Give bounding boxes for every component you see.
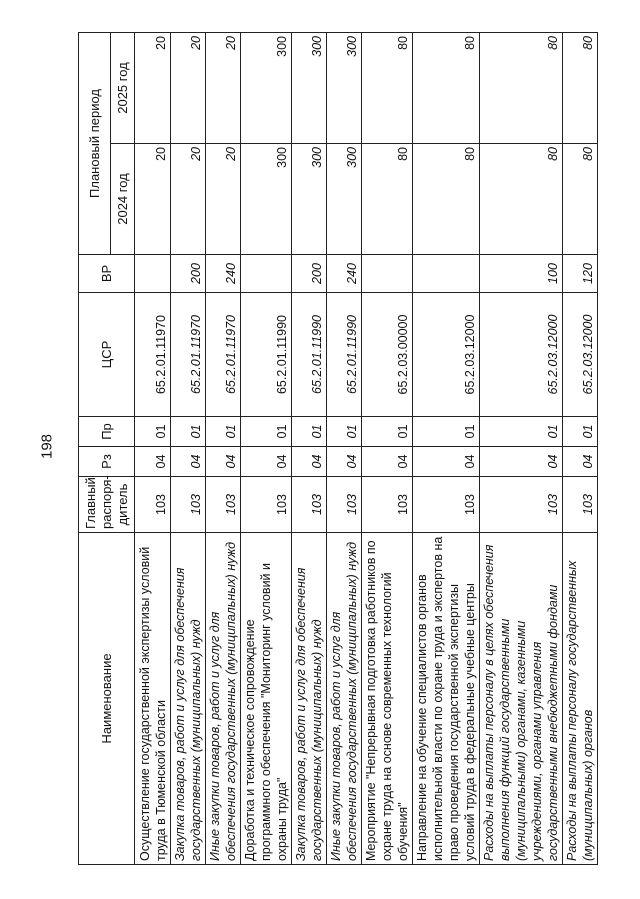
row-rz: 04 — [327, 447, 362, 477]
row-pr: 01 — [563, 417, 598, 447]
row-name: Расходы на выплаты персоналу государственных (муниципальных) органов — [563, 533, 598, 865]
row-vr: 200 — [171, 255, 206, 293]
header-vr: ВР — [79, 255, 135, 293]
row-name: Иные закупки товаров, работ и услуг для обеспечения государственных (муниципальных) нужд — [206, 533, 241, 865]
row-pr: 01 — [292, 417, 327, 447]
row-chief: 103 — [362, 477, 413, 533]
row-rz: 04 — [292, 447, 327, 477]
row-rz: 04 — [362, 447, 413, 477]
row-csr: 65.2.03.12000 — [480, 293, 563, 417]
row-2024: 300 — [241, 144, 292, 255]
row-2024: 300 — [292, 144, 327, 255]
row-2025: 300 — [241, 32, 292, 143]
row-pr: 01 — [413, 417, 480, 447]
row-2025: 20 — [206, 32, 241, 143]
header-rz: Рз — [79, 447, 135, 477]
header-planned: Плановый период — [79, 32, 111, 254]
row-2025: 80 — [480, 32, 563, 143]
header-2024: 2024 год — [111, 144, 135, 255]
row-name: Иные закупки товаров, работ и услуг для обеспечения государственных (муниципальных) нужд — [327, 533, 362, 865]
row-chief: 103 — [413, 477, 480, 533]
row-2025: 80 — [362, 32, 413, 143]
row-csr: 65.2.03.00000 — [362, 293, 413, 417]
row-chief: 103 — [171, 477, 206, 533]
row-2025: 80 — [413, 32, 480, 143]
row-vr: 100 — [480, 255, 563, 293]
row-pr: 01 — [480, 417, 563, 447]
row-pr: 01 — [327, 417, 362, 447]
budget-table-rotated — [78, 33, 597, 865]
row-csr: 65.2.03.12000 — [563, 293, 598, 417]
table-row — [171, 32, 206, 864]
row-vr: 200 — [292, 255, 327, 293]
row-rz: 04 — [241, 447, 292, 477]
row-vr — [241, 255, 292, 293]
table-row — [292, 32, 327, 864]
row-name: Направление на обучение специалистов органов исполнительной власти по охране труда и экспертов на право проведения государственной экспертизы условий труда в федеральные учебные центры — [413, 533, 480, 865]
row-chief: 103 — [206, 477, 241, 533]
budget-table — [78, 32, 598, 865]
row-pr: 01 — [241, 417, 292, 447]
row-vr: 120 — [563, 255, 598, 293]
row-chief: 103 — [327, 477, 362, 533]
row-csr: 65.2.01.11990 — [292, 293, 327, 417]
row-name: Закупка товаров, работ и услуг для обеспечения государственных (муниципальных) нужд — [292, 533, 327, 865]
row-chief: 103 — [480, 477, 563, 533]
row-pr: 01 — [171, 417, 206, 447]
row-chief: 103 — [241, 477, 292, 533]
row-vr: 240 — [327, 255, 362, 293]
header-pr: Пр — [79, 417, 135, 447]
row-vr — [362, 255, 413, 293]
row-2024: 20 — [206, 144, 241, 255]
table-row — [135, 32, 171, 864]
row-csr: 65.2.01.11990 — [327, 293, 362, 417]
row-rz: 04 — [563, 447, 598, 477]
header-name: Наименование — [79, 533, 135, 865]
row-2025: 20 — [171, 32, 206, 143]
row-pr: 01 — [135, 417, 171, 447]
row-vr — [135, 255, 171, 293]
row-2024: 80 — [480, 144, 563, 255]
row-rz: 04 — [206, 447, 241, 477]
row-2025: 80 — [563, 32, 598, 143]
row-vr — [413, 255, 480, 293]
row-csr: 65.2.03.12000 — [413, 293, 480, 417]
table-row — [206, 32, 241, 864]
row-2024: 20 — [171, 144, 206, 255]
row-csr: 65.2.01.11970 — [135, 293, 171, 417]
row-2024: 20 — [135, 144, 171, 255]
row-2025: 20 — [135, 32, 171, 143]
row-csr: 65.2.01.11970 — [171, 293, 206, 417]
row-2024: 80 — [362, 144, 413, 255]
row-chief: 103 — [292, 477, 327, 533]
row-name: Мероприятие "Непрерывная подготовка работников по охране труда на основе современных технологий обучения" — [362, 533, 413, 865]
table-row — [563, 32, 598, 864]
row-2024: 300 — [327, 144, 362, 255]
row-rz: 04 — [171, 447, 206, 477]
row-2024: 80 — [563, 144, 598, 255]
page-number: 198 — [38, 433, 56, 460]
header-csr: ЦСР — [79, 293, 135, 417]
row-name: Доработка и техническое сопровождение программного обеспечения "Мониторинг условий и охраны труда" — [241, 533, 292, 865]
table-row — [327, 32, 362, 864]
row-2025: 300 — [292, 32, 327, 143]
row-2024: 80 — [413, 144, 480, 255]
table-row — [362, 32, 413, 864]
row-chief: 103 — [563, 477, 598, 533]
row-csr: 65.2.01.11970 — [206, 293, 241, 417]
row-rz: 04 — [135, 447, 171, 477]
row-name: Закупка товаров, работ и услуг для обеспечения государственных (муниципальных) нужд — [171, 533, 206, 865]
row-chief: 103 — [135, 477, 171, 533]
row-name: Расходы на выплаты персоналу в целях обеспечения выполнения функций государственными (муниципальными) органами, казенными учреждениями, органами управления государственными внебюджетными фондами — [480, 533, 563, 865]
table-row — [480, 32, 563, 864]
row-pr: 01 — [206, 417, 241, 447]
row-rz: 04 — [413, 447, 480, 477]
row-vr: 240 — [206, 255, 241, 293]
row-pr: 01 — [362, 417, 413, 447]
row-rz: 04 — [480, 447, 563, 477]
row-name: Осуществление государственной экспертизы условий труда в Тюменской области — [135, 533, 171, 865]
row-csr: 65.2.01.11990 — [241, 293, 292, 417]
table-row — [241, 32, 292, 864]
header-chief: Главный распоря-дитель — [79, 477, 135, 533]
table-row — [413, 32, 480, 864]
header-2025: 2025 год — [111, 32, 135, 143]
row-2025: 300 — [327, 32, 362, 143]
